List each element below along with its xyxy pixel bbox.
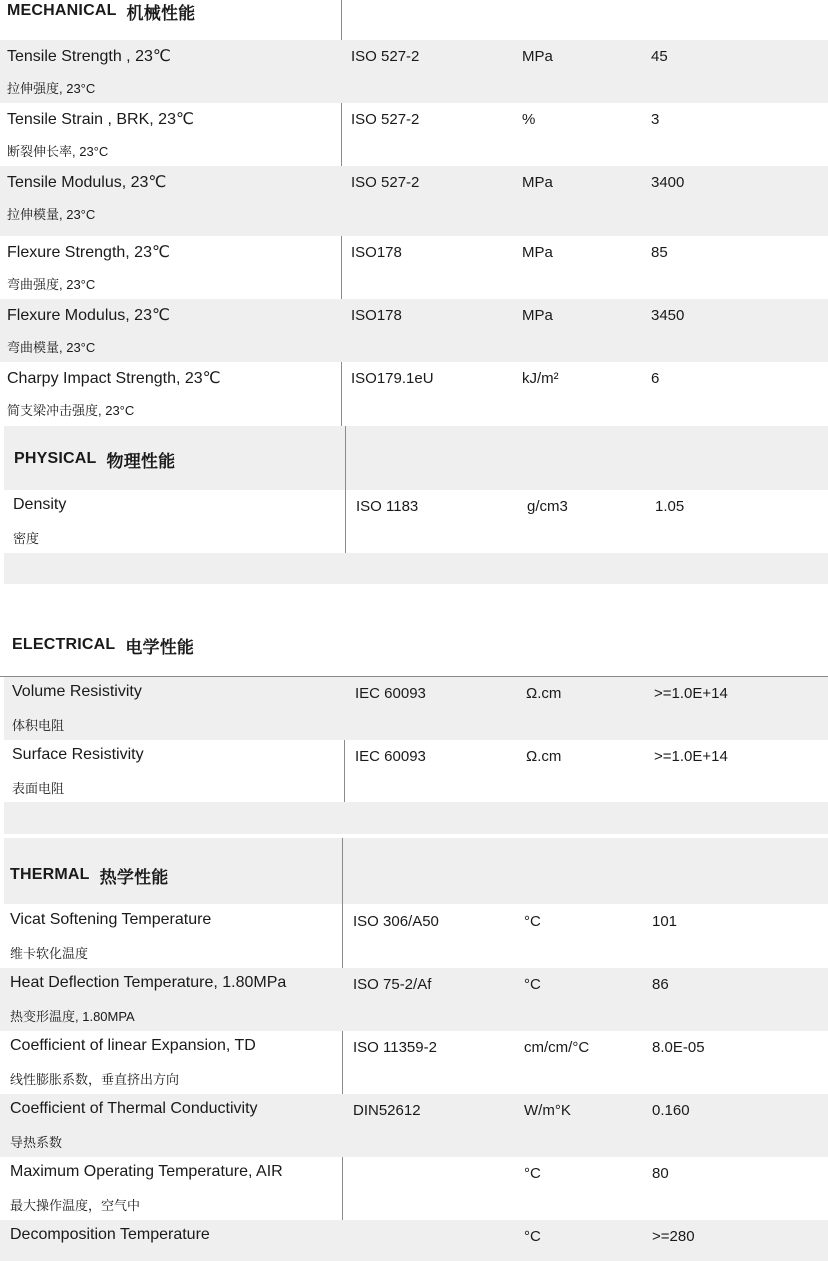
property-name: Coefficient of Thermal Conductivity — [10, 1100, 258, 1117]
value: 8.0E-05 — [652, 1039, 705, 1056]
property-name-cn: 弯曲强度, 23°C — [7, 277, 96, 292]
value: >=1.0E+14 — [654, 748, 728, 765]
value: 86 — [652, 976, 669, 993]
table-row — [0, 362, 828, 425]
test-standard: ISO179.1eU — [351, 370, 434, 387]
property-name: Flexure Modulus, 23℃ — [7, 307, 170, 324]
test-standard: ISO 11359-2 — [353, 1039, 437, 1056]
value: 6 — [651, 370, 660, 387]
section-title-en: THERMAL — [10, 866, 90, 883]
section-header — [7, 0, 195, 44]
value: 85 — [651, 244, 668, 261]
test-standard: ISO178 — [351, 244, 402, 261]
table-row — [0, 1031, 828, 1094]
unit: MPa — [522, 48, 553, 65]
unit: °C — [524, 976, 541, 993]
table-row — [0, 40, 828, 103]
unit: g/cm3 — [527, 498, 568, 515]
property-name-cn: 密度 — [13, 531, 40, 546]
unit: MPa — [522, 244, 553, 261]
unit: MPa — [522, 174, 553, 191]
unit: kJ/m² — [522, 370, 559, 387]
table-row — [0, 1157, 828, 1220]
value: 0.160 — [652, 1102, 690, 1119]
test-standard: ISO 527-2 — [351, 48, 420, 65]
value: >=280 — [652, 1228, 695, 1245]
blank-row — [4, 553, 828, 584]
property-name: Surface Resistivity — [12, 746, 144, 763]
test-standard: ISO 75-2/Af — [353, 976, 432, 993]
table-row — [0, 166, 828, 236]
value: 1.05 — [655, 498, 685, 515]
test-standard: ISO178 — [351, 307, 402, 324]
section-title-cn: 电学性能 — [125, 637, 195, 657]
test-standard: IEC 60093 — [355, 748, 426, 765]
property-name-cn: 热变形温度, 1.80MPA — [10, 1009, 135, 1024]
test-standard: ISO 527-2 — [351, 111, 420, 128]
table-row — [0, 103, 828, 166]
property-name-cn: 导热系数 — [10, 1135, 63, 1150]
property-name-cn: 拉伸模量, 23°C — [7, 207, 96, 222]
property-name: Coefficient of linear Expansion, TD — [10, 1037, 256, 1054]
property-name-cn: 表面电阻 — [12, 781, 65, 796]
table-row — [0, 968, 828, 1031]
thermal-section — [0, 838, 828, 1261]
unit: W/m°K — [524, 1102, 571, 1119]
property-name-cn: 断裂伸长率, 23°C — [7, 144, 109, 159]
property-name-cn: 维卡软化温度 — [10, 946, 89, 961]
unit: Ω.cm — [526, 748, 562, 765]
test-standard: ISO 527-2 — [351, 174, 420, 191]
property-name: Charpy Impact Strength, 23℃ — [7, 370, 221, 387]
section-title-cn: 机械性能 — [126, 3, 196, 23]
test-standard: ISO 1183 — [356, 498, 419, 515]
value: 45 — [651, 48, 668, 65]
value: >=1.0E+14 — [654, 685, 728, 702]
property-name: Tensile Modulus, 23℃ — [7, 174, 167, 191]
property-name: Flexure Strength, 23℃ — [7, 244, 170, 261]
mechanical-section — [0, 0, 828, 426]
section-header — [14, 426, 175, 492]
property-name: Maximum Operating Temperature, AIR — [10, 1163, 283, 1180]
property-name: Density — [13, 496, 67, 513]
section-title-en: ELECTRICAL — [12, 636, 116, 653]
property-name-cn: 最大操作温度，空气中 — [10, 1198, 141, 1213]
property-name: Vicat Softening Temperature — [10, 911, 212, 928]
table-row — [0, 299, 828, 362]
value: 101 — [652, 913, 678, 930]
property-name-cn: 拉伸强度, 23°C — [7, 81, 96, 96]
test-standard: ISO 306/A50 — [353, 913, 439, 930]
table-row — [4, 740, 828, 803]
electrical-section — [0, 612, 828, 834]
unit: cm/cm/°C — [524, 1039, 590, 1056]
value: 3 — [651, 111, 660, 128]
test-standard: DIN52612 — [353, 1102, 421, 1119]
value: 3400 — [651, 174, 685, 191]
section-title-cn: 物理性能 — [106, 451, 176, 471]
unit: °C — [524, 1165, 541, 1182]
property-name-cn: 体积电阻 — [12, 718, 65, 733]
section-title-cn: 热学性能 — [99, 867, 169, 887]
table-row — [4, 490, 828, 553]
section-header — [12, 612, 194, 678]
property-name-cn: 弯曲模量, 23°C — [7, 340, 96, 355]
physical-section — [0, 426, 828, 584]
property-name-cn: 线性膨胀系数，垂直挤出方向 — [10, 1072, 180, 1087]
value: 80 — [652, 1165, 669, 1182]
property-name: Tensile Strain , BRK, 23℃ — [7, 111, 194, 128]
unit: °C — [524, 1228, 541, 1245]
property-name: Tensile Strength , 23℃ — [7, 48, 171, 65]
section-header — [10, 842, 168, 908]
unit: °C — [524, 913, 541, 930]
table-row — [0, 905, 828, 968]
test-standard: IEC 60093 — [355, 685, 426, 702]
value: 3450 — [651, 307, 685, 324]
unit: % — [522, 111, 536, 128]
table-row — [0, 1220, 828, 1261]
property-name-cn: 简支梁冲击强度, 23°C — [7, 403, 135, 418]
table-row — [0, 1094, 828, 1157]
table-row — [4, 677, 828, 740]
property-name: Heat Deflection Temperature, 1.80MPa — [10, 974, 287, 991]
property-name: Decomposition Temperature — [10, 1226, 210, 1243]
blank-row — [4, 802, 828, 834]
unit: MPa — [522, 307, 553, 324]
section-title-en: MECHANICAL — [7, 2, 117, 19]
unit: Ω.cm — [526, 685, 562, 702]
table-row — [0, 236, 828, 299]
property-name: Volume Resistivity — [12, 683, 142, 700]
section-title-en: PHYSICAL — [14, 450, 97, 467]
